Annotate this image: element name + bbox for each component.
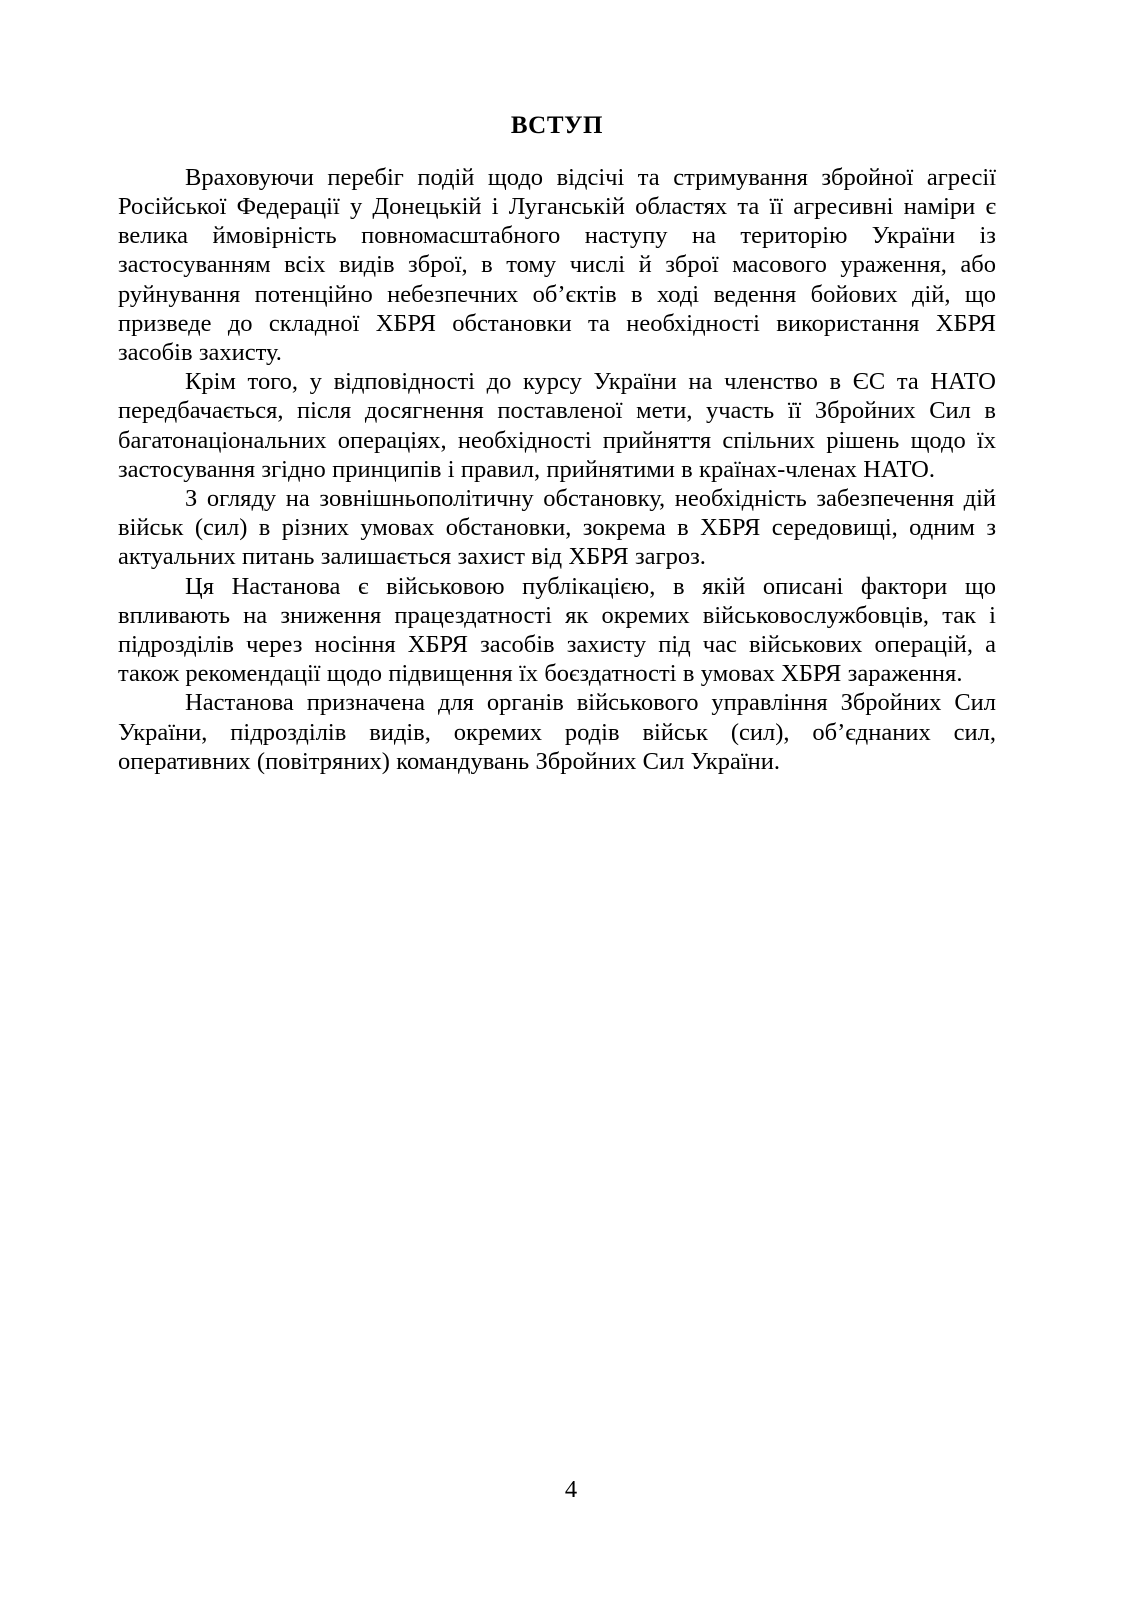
document-body (118, 112, 996, 776)
page-number: 4 (564, 1476, 578, 1503)
body-paragraph-5: Настанова призначена для органів військового управління Збройних Сил України, підрозділів видів, окремих родів військ (сил), об’єднаних сил, оперативних (повітряних) командувань Збройних Сил України. (118, 689, 996, 775)
body-paragraph-1: Враховуючи перебіг подій щодо відсічі та стримування збройної агресії Російської Федерації у Донецькій і Луганській областях та її агресивні наміри є велика ймовірність повномасштабного наступу на територію України із застосуванням всіх видів зброї, в тому числі й зброї масового ураження, або руйнування потенційно небезпечних об’єктів в ході ведення бойових дій, що призведе до складної ХБРЯ обстановки та необхідності використання ХБРЯ засобів захисту. (118, 163, 996, 366)
body-paragraph-3: З огляду на зовнішньополітичну обстановку, необхідність забезпечення дій військ (сил) в різних умовах обстановки, зокрема в ХБРЯ середовищі, одним з актуальних питань залишається захист від ХБРЯ загроз. (118, 484, 996, 571)
body-paragraph-2: Крім того, у відповідності до курсу України на членство в ЄС та НАТО передбачається, після досягнення поставленої мети, участь її Збройних Сил в багатонаціональних операціях, необхідності прийняття спільних рішень щодо їх застосування згідно принципів і правил, прийнятими в країнах-членах НАТО. (118, 368, 996, 483)
body-paragraph-4: Ця Настанова є військовою публікацією, в якій описані фактори що впливають на зниження працездатності як окремих військовослужбовців, так і підрозділів через носіння ХБРЯ засобів захисту під час військових операцій, а також рекомендації щодо підвищення їх боєздатності в умовах ХБРЯ зараження. (118, 572, 996, 688)
page-title: ВСТУП (510, 112, 604, 139)
